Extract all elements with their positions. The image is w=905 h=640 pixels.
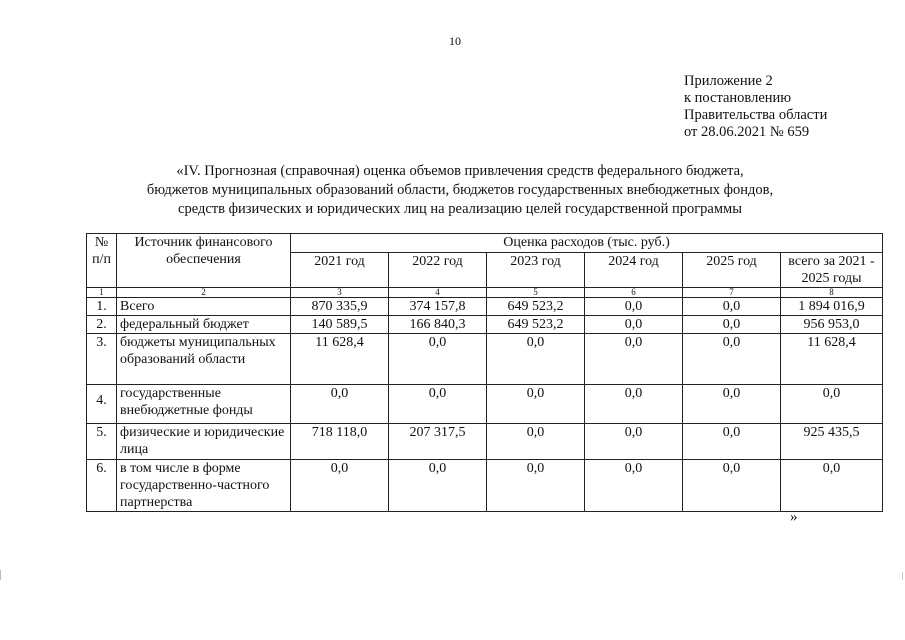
- row-value: 0,0: [683, 334, 781, 385]
- section-title-line: «IV. Прогнозная (справочная) оценка объемов привлечения средств федерального бюджета,: [176, 163, 744, 179]
- row-number: 3.: [87, 334, 117, 385]
- row-value: 925 435,5: [781, 424, 883, 460]
- row-value: 0,0: [683, 424, 781, 460]
- row-value: 0,0: [683, 385, 781, 424]
- column-number: 4: [389, 288, 487, 298]
- row-source: бюджеты муниципальных образований области: [117, 334, 291, 385]
- appendix-reference: [684, 73, 827, 141]
- row-value: 1 894 016,9: [781, 298, 883, 316]
- row-value: 0,0: [585, 334, 683, 385]
- row-value: 0,0: [291, 460, 389, 512]
- header-year: 2025 год: [683, 253, 781, 288]
- table-row: [87, 424, 883, 460]
- row-number: 6.: [87, 460, 117, 512]
- column-number: 5: [487, 288, 585, 298]
- row-value: 374 157,8: [389, 298, 487, 316]
- table-row: [87, 334, 883, 385]
- table-row: [87, 298, 883, 316]
- row-value: 0,0: [487, 424, 585, 460]
- header-total: всего за 2021 - 2025 годы: [781, 253, 883, 288]
- header-year: 2022 год: [389, 253, 487, 288]
- financing-table: [86, 233, 883, 512]
- column-number: 1: [87, 288, 117, 298]
- page-number: 10: [449, 34, 461, 48]
- row-value: 0,0: [389, 385, 487, 424]
- column-number: 6: [585, 288, 683, 298]
- header-source: Источник финансового обеспечения: [117, 234, 291, 288]
- closing-quote: »: [790, 509, 798, 525]
- header-num: № п/п: [87, 234, 117, 288]
- row-value: 11 628,4: [781, 334, 883, 385]
- row-value: 207 317,5: [389, 424, 487, 460]
- row-value: 0,0: [487, 385, 585, 424]
- row-value: 870 335,9: [291, 298, 389, 316]
- section-title-line: средств физических и юридических лиц на реализацию целей государственной программы: [178, 201, 742, 217]
- row-value: 166 840,3: [389, 316, 487, 334]
- row-value: 0,0: [683, 460, 781, 512]
- table-row: [87, 460, 883, 512]
- header-year: 2024 год: [585, 253, 683, 288]
- column-number-row: [87, 288, 883, 298]
- row-value: 0,0: [683, 298, 781, 316]
- row-value: 0,0: [487, 460, 585, 512]
- row-value: 0,0: [487, 334, 585, 385]
- row-source: государственные внебюджетные фонды: [117, 385, 291, 424]
- appendix-line: Приложение 2: [684, 73, 773, 89]
- row-value: 0,0: [389, 460, 487, 512]
- appendix-line: Правительства области: [684, 107, 828, 123]
- row-source: физические и юридические лица: [117, 424, 291, 460]
- row-value: 0,0: [683, 316, 781, 334]
- row-value: 0,0: [585, 460, 683, 512]
- row-source: федеральный бюджет: [117, 316, 291, 334]
- row-number: 1.: [87, 298, 117, 316]
- appendix-line: от 28.06.2021 № 659: [684, 124, 810, 140]
- row-value: 140 589,5: [291, 316, 389, 334]
- row-number: 2.: [87, 316, 117, 334]
- row-value: 11 628,4: [291, 334, 389, 385]
- column-number: 7: [683, 288, 781, 298]
- header-estimate: Оценка расходов (тыс. руб.): [291, 234, 883, 253]
- section-title-line: бюджетов муниципальных образований области, бюджетов государственных внебюджетных фондов,: [146, 182, 774, 198]
- row-value: 718 118,0: [291, 424, 389, 460]
- row-value: 0,0: [585, 298, 683, 316]
- row-number: 5.: [87, 424, 117, 460]
- row-value: 0,0: [389, 334, 487, 385]
- table-row: [87, 385, 883, 424]
- header-year: 2023 год: [487, 253, 585, 288]
- row-value: 0,0: [291, 385, 389, 424]
- row-source: Всего: [117, 298, 291, 316]
- table-row: [87, 316, 883, 334]
- row-value: 649 523,2: [487, 298, 585, 316]
- row-number: 4.: [87, 385, 117, 424]
- row-value: 0,0: [781, 460, 883, 512]
- column-number: 8: [781, 288, 883, 298]
- appendix-line: к постановлению: [684, 90, 792, 106]
- row-source: в том числе в форме государственно-частного партнерства: [117, 460, 291, 512]
- column-number: 2: [117, 288, 291, 298]
- column-number: 3: [291, 288, 389, 298]
- section-title: [110, 162, 810, 219]
- header-year: 2021 год: [291, 253, 389, 288]
- row-value: 0,0: [585, 424, 683, 460]
- row-value: 649 523,2: [487, 316, 585, 334]
- row-value: 0,0: [585, 316, 683, 334]
- row-value: 956 953,0: [781, 316, 883, 334]
- row-value: 0,0: [781, 385, 883, 424]
- row-value: 0,0: [585, 385, 683, 424]
- scan-edge-mark: [0, 570, 4, 580]
